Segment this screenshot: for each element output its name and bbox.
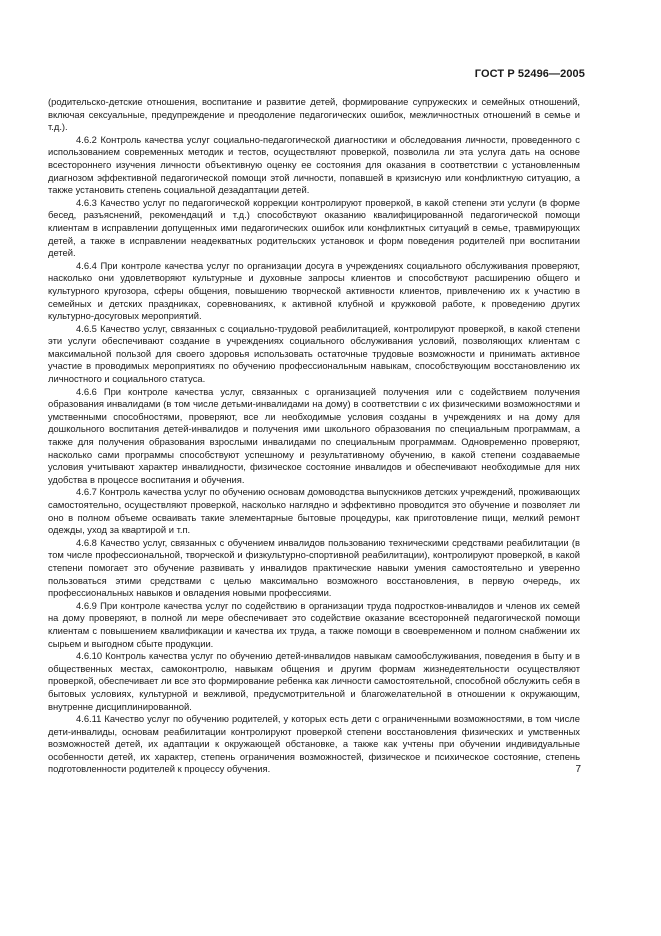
paragraph-4-6-5: 4.6.5 Качество услуг, связанных с социально-трудовой реабилитацией, контролируют проверкой, в какой степени эти услуги обеспечивают создание в учреждениях социального обслуживания условий, позволяющих клиентам с максимальной пользой для своего здоровья использовать остаточные трудовые возможности и принимать активное участие в проводимых мероприятиях по обучению профессиональным навыкам, способствующим восстановлению их личностного и социального статуса.	[48, 322, 580, 385]
document-code-header: ГОСТ Р 52496—2005	[474, 68, 585, 80]
document-body	[48, 96, 580, 776]
paragraph-4-6-8: 4.6.8 Качество услуг, связанных с обучением инвалидов пользованию техническими средствами реабилитации (в том числе профессиональной, творческой и физкультурно-спортивной реабилитации), контролируют проверкой, в какой степени помогает это обучение развивать у инвалидов практические навыки умения самостоятельно и уверенно пользоваться этими средствами с целью максимально возможного восстановления, в первую очередь, их профессиональных навыков и овладения новыми профессиями.	[48, 536, 580, 599]
paragraph-4-6-6: 4.6.6 При контроле качества услуг, связанных с организацией получения или с содействием получения образования инвалидами (в том числе детьми-инвалидами на дому) в соответствии с их физическими возможностями и умственными способностями, проверяют, все ли необходимые условия созданы в учреждениях и на дому для дошкольного воспитания детей-инвалидов и получения ими школьного образования по специальным программам, а также для получения образования взрослыми инвалидами по специальным программам. Одновременно проверяют, насколько сами программы способствуют успешному и результативному обучению, в какой степени создаваемые условия учитывают характер инвалидности, физическое состояние инвалидов и обеспечивают необходимые для них удобства в процессе воспитания и обучения.	[48, 385, 580, 485]
paragraph-4-6-4: 4.6.4 При контроле качества услуг по организации досуга в учреждениях социального обслуживания проверяют, насколько они удовлетворяют культурные и духовные запросы клиентов и способствуют расширению общего и культурного кругозора, сферы общения, повышению творческой активности клиентов, привлечению их к участию в семейных и детских праздниках, соревнованиях, к активной клубной и кружковой работе, к проведению других культурно-досуговых мероприятий.	[48, 259, 580, 322]
paragraph-continuation: (родительско-детские отношения, воспитание и развитие детей, формирование супружеских и семейных отношений, включая сексуальные, предупреждение и преодоление педагогических ошибок, межличностных отношений в семье и т.д.).	[48, 96, 580, 133]
page-number: 7	[575, 764, 581, 775]
paragraph-4-6-11: 4.6.11 Качество услуг по обучению родителей, у которых есть дети с ограниченными возможностями, в том числе дети-инвалиды, основам реабилитации контролируют проверкой степени восстановления физических и умственных возможностей детей, их адаптации к окружающей обстановке, а также как учтены при обучении индивидуальные особенности детей, их характер, степень ограничения возможностей, физическое и психическое состояние, степень подготовленности родителей к процессу обучения.	[48, 713, 580, 775]
paragraph-4-6-2: 4.6.2 Контроль качества услуг социально-педагогической диагностики и обследования личности, проведенного с использованием современных методик и тестов, осуществляют проверкой, позволила ли эта услуга дать на основе всестороннего изучения личности объективную оценку ее состояния для оказания в соответствии с установленным диагнозом эффективной педагогической помощи этой личности, попавшей в кризисную или конфликтную ситуацию, а также установить степень социальной дезадаптации детей.	[48, 133, 580, 196]
paragraph-4-6-10: 4.6.10 Контроль качества услуг по обучению детей-инвалидов навыкам самообслуживания, поведения в быту и в общественных местах, самоконтролю, навыкам общения и другим формам жизнедеятельности осуществляют проверкой, обеспечивает ли все это формирование ребенка как личности самостоятельной, способной обслужить себя в бытовых условиях, культурной и вежливой, предусмотрительной и благожелательной в отношении к окружающим, внутренне дисциплинированной.	[48, 650, 580, 712]
paragraph-4-6-9: 4.6.9 При контроле качества услуг по содействию в организации труда подростков-инвалидов и членов их семей на дому проверяют, в полной ли мере обеспечивает это содействие оказание всесторонней педагогической помощи клиентам с повышением квалификации и качества их труда, а также помощи в своевременном и полном снабжении их сырьем и выгодном сбыте продукции.	[48, 599, 580, 649]
paragraph-4-6-3: 4.6.3 Качество услуг по педагогической коррекции контролируют проверкой, в какой степени эти услуги (в форме бесед, разъяснений, рекомендаций и т.д.) способствуют оказанию квалифицированной педагогической помощи клиентам в исправлении допущенных ими педагогических ошибок или конфликтных ситуаций в семье, травмирующих детей, а также в исправлении неадекватных родительских установок и форм поведения родителей при воспитании детей.	[48, 196, 580, 259]
paragraph-4-6-7: 4.6.7 Контроль качества услуг по обучению основам домоводства выпускников детских учреждений, проживающих самостоятельно, осуществляют проверкой, насколько наглядно и эффективно проводится это обучение и позволяет ли оно в полном объеме осваивать такие элементарные бытовые процедуры, как приготовление пищи, мелкий ремонт одежды, уход за квартирой и т.п.	[48, 486, 580, 536]
